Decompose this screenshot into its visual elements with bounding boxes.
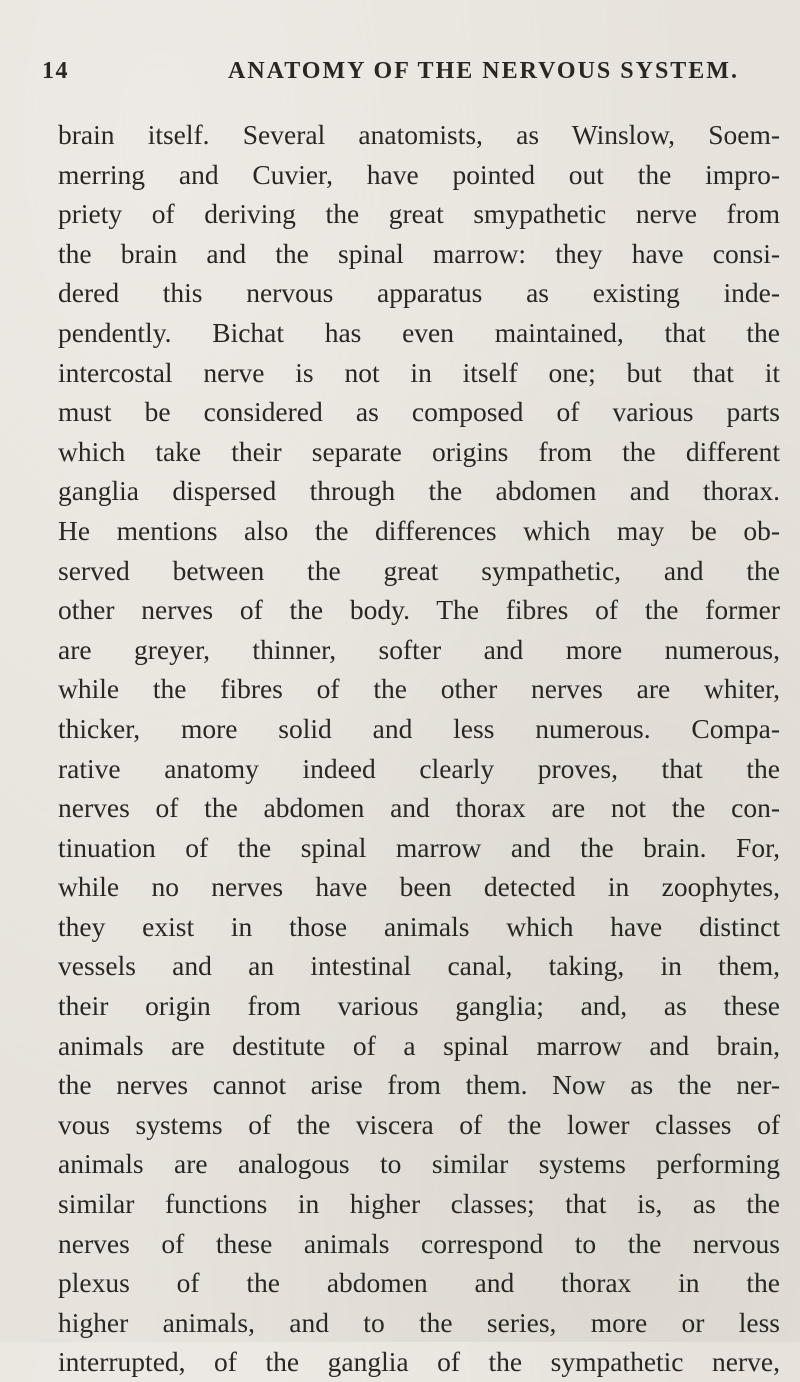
text-line: thicker, more solid and less numerous. Compa-	[58, 712, 780, 744]
text-line: pendently. Bichat has even maintained, that the	[58, 316, 780, 348]
text-line: tinuation of the spinal marrow and the brain. For,	[58, 831, 780, 863]
running-head	[42, 58, 742, 92]
text-line: merring and Cuvier, have pointed out the impro-	[58, 158, 780, 190]
text-line: animals are destitute of a spinal marrow and brain,	[58, 1029, 780, 1061]
text-line: they exist in those animals which have distinct	[58, 910, 780, 942]
text-line: He mentions also the differences which may be ob-	[58, 514, 780, 546]
text-line: rative anatomy indeed clearly proves, that the	[58, 752, 780, 784]
body-text	[58, 115, 780, 1382]
text-line: similar functions in higher classes; that is, as the	[58, 1188, 780, 1220]
text-line: the nerves cannot arise from them. Now as the ner-	[58, 1069, 780, 1101]
text-line: vous systems of the viscera of the lower classes of	[58, 1108, 780, 1140]
text-line: vessels and an intestinal canal, taking, in them,	[58, 950, 780, 982]
text-line: plexus of the abdomen and thorax in the	[58, 1267, 780, 1299]
text-line: while no nerves have been detected in zoophytes,	[58, 871, 780, 903]
text-line: priety of deriving the great smypathetic nerve from	[58, 198, 780, 230]
text-line: intercostal nerve is not in itself one; but that it	[58, 356, 780, 388]
text-line: which take their separate origins from the different	[58, 435, 780, 467]
page-number: 14	[42, 58, 69, 84]
text-line: are greyer, thinner, softer and more numerous,	[58, 633, 780, 665]
text-line: while the fibres of the other nerves are whiter,	[58, 673, 780, 705]
text-line: nerves of the abdomen and thorax are not the con-	[58, 792, 780, 824]
text-line: ganglia dispersed through the abdomen and thorax.	[58, 475, 780, 507]
text-line: dered this nervous apparatus as existing inde-	[58, 277, 780, 309]
text-line: served between the great sympathetic, and the	[58, 554, 780, 586]
text-line: interrupted, of the ganglia of the sympathetic nerve,	[58, 1346, 780, 1378]
text-line: other nerves of the body. The fibres of the former	[58, 594, 780, 626]
text-line: the brain and the spinal marrow: they have consi-	[58, 237, 780, 269]
text-line: higher animals, and to the series, more or less	[58, 1306, 780, 1338]
text-line: must be considered as composed of various parts	[58, 396, 780, 428]
text-line: brain itself. Several anatomists, as Winslow, Soem-	[58, 119, 780, 150]
text-line: animals are analogous to similar systems performing	[58, 1148, 780, 1180]
text-line: their origin from various ganglia; and, as these	[58, 990, 780, 1022]
text-line: nerves of these animals correspond to the nervous	[58, 1227, 780, 1259]
running-title: ANATOMY OF THE NERVOUS SYSTEM.	[228, 58, 739, 84]
